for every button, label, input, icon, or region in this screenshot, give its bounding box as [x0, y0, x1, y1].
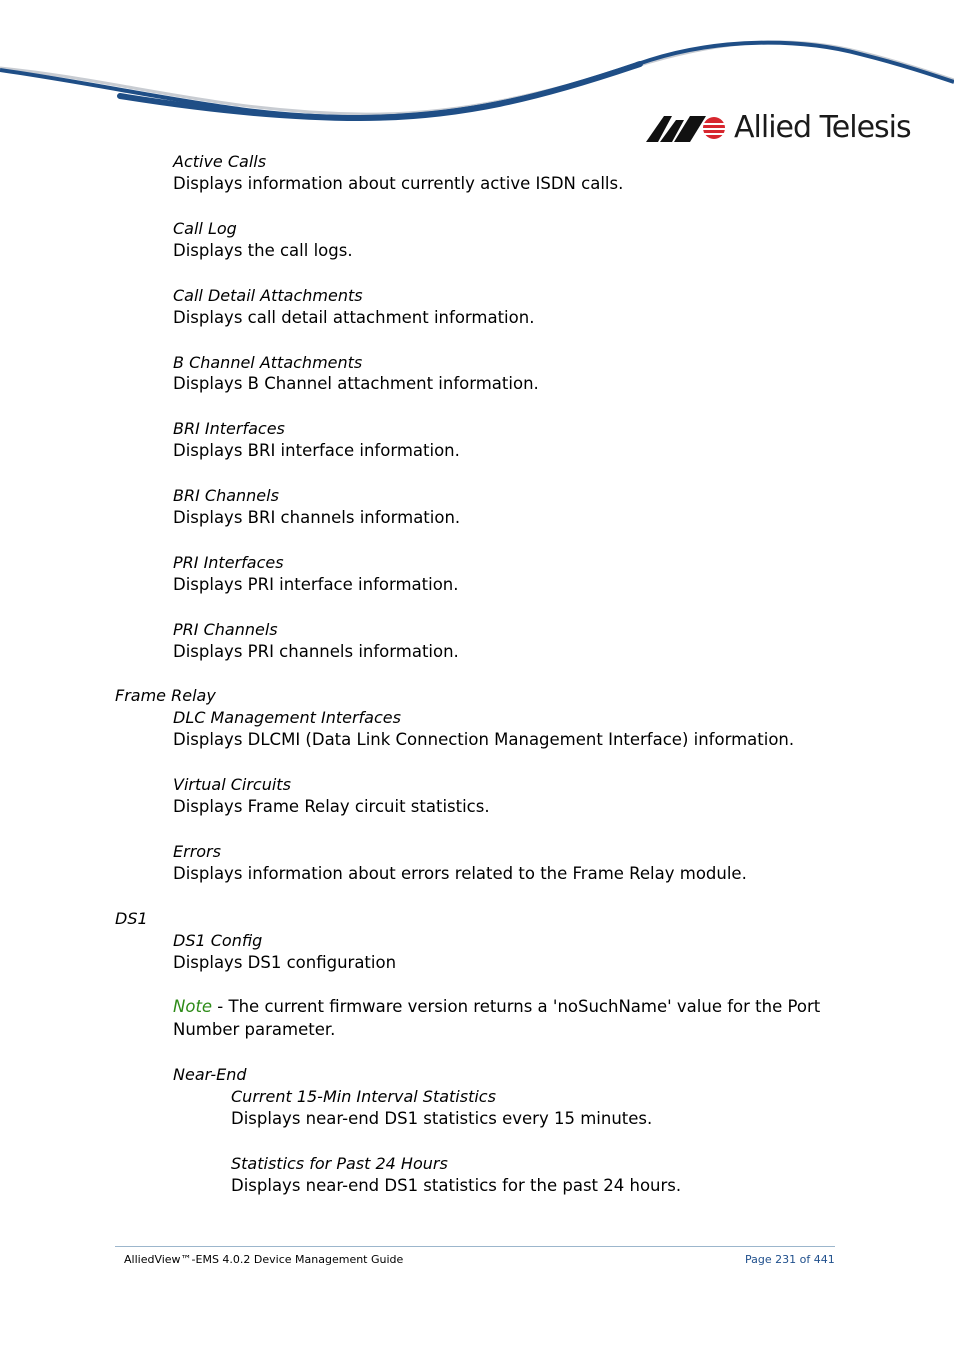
logo-wordmark: Allied Telesis [734, 110, 911, 145]
item-title-ds1-config: DS1 Config [173, 931, 263, 950]
item-title-pri-channels: PRI Channels [173, 620, 278, 639]
item-title-b-channel-attachments: B Channel Attachments [173, 353, 363, 372]
allied-telesis-logo [646, 108, 911, 148]
item-title-statistics-past-24-hours: Statistics for Past 24 Hours [231, 1154, 448, 1173]
item-title-dlc-management-interfaces: DLC Management Interfaces [173, 708, 401, 727]
item-desc-pri-interfaces: Displays PRI interface information. [173, 575, 459, 594]
item-title-virtual-circuits: Virtual Circuits [173, 775, 291, 794]
item-title-call-log: Call Log [173, 219, 237, 238]
item-desc-active-calls: Displays information about currently active ISDN calls. [173, 174, 624, 193]
item-title-bri-interfaces: BRI Interfaces [173, 419, 285, 438]
item-desc-virtual-circuits: Displays Frame Relay circuit statistics. [173, 797, 490, 816]
item-desc-dlc-management-interfaces: Displays DLCMI (Data Link Connection Management Interface) information. [173, 730, 795, 749]
item-desc-statistics-past-24-hours: Displays near-end DS1 statistics for the past 24 hours. [231, 1176, 682, 1195]
item-desc-ds1-config: Displays DS1 configuration [173, 953, 397, 972]
item-title-bri-channels: BRI Channels [173, 486, 279, 505]
subsection-title-near-end: Near-End [173, 1065, 247, 1084]
note-text-line-1: - The current firmware version returns a 'noSuchName' value for the Port [212, 997, 821, 1016]
item-desc-errors: Displays information about errors related to the Frame Relay module. [173, 864, 747, 883]
item-desc-pri-channels: Displays PRI channels information. [173, 642, 459, 661]
note-paragraph-line-1 [173, 996, 820, 1018]
note-label: Note [173, 997, 213, 1016]
section-title-ds1: DS1 [115, 909, 148, 928]
item-desc-bri-interfaces: Displays BRI interface information. [173, 441, 460, 460]
item-title-call-detail-attachments: Call Detail Attachments [173, 286, 363, 305]
item-title-current-15-min-interval: Current 15-Min Interval Statistics [231, 1087, 496, 1106]
footer-page-number: Page 231 of 441 [745, 1253, 835, 1266]
footer-divider [115, 1246, 835, 1247]
item-desc-current-15-min-interval: Displays near-end DS1 statistics every 15 minutes. [231, 1109, 653, 1128]
item-desc-bri-channels: Displays BRI channels information. [173, 508, 461, 527]
item-title-pri-interfaces: PRI Interfaces [173, 553, 284, 572]
item-desc-b-channel-attachments: Displays B Channel attachment information. [173, 374, 539, 393]
footer-guide-title: AlliedView™-EMS 4.0.2 Device Management Guide [124, 1253, 404, 1266]
item-title-active-calls: Active Calls [173, 152, 267, 171]
item-title-errors: Errors [173, 842, 221, 861]
item-desc-call-log: Displays the call logs. [173, 241, 353, 260]
section-title-frame-relay: Frame Relay [115, 686, 216, 705]
note-text-line-2: Number parameter. [173, 1020, 336, 1039]
item-desc-call-detail-attachments: Displays call detail attachment information. [173, 308, 535, 327]
allied-telesis-logo-mark-icon [646, 112, 728, 144]
